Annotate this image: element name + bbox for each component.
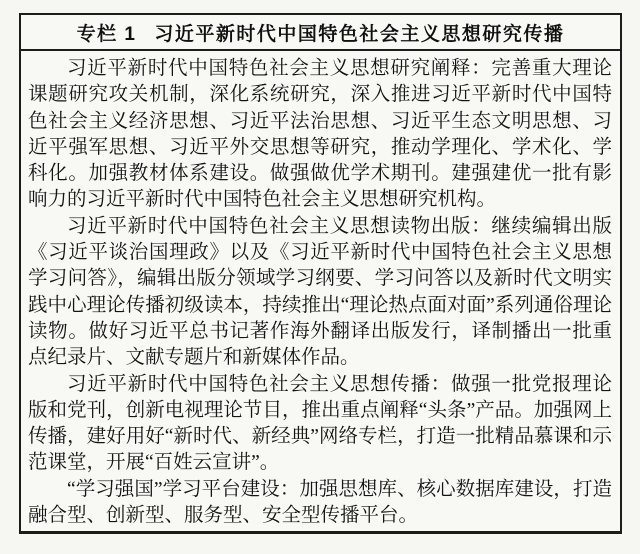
box-body [21,51,620,529]
paragraph-readings-publication: 习近平新时代中国特色社会主义思想读物出版：继续编辑出版《习近平谈治国理政》以及《习近平新时代中国特色社会主义思想学习问答》，编辑出版分领域学习纲要、学习问答以及新时代文明实践中心理论传播初级读本，持续推出“理论热点面对面”系列通俗理论读物。做好习近平总书记著作海外翻译出版发行，译制播出一批重点纪录片、文献专题片和新媒体作品。 [28,215,612,369]
box-header [21,15,620,51]
box-title: 习近平新时代中国特色社会主义思想研究传播 [154,23,565,45]
box-label: 专栏 1 [76,23,137,45]
paragraph-research-interpretation: 习近平新时代中国特色社会主义思想研究阐释：完善重大理论课题研究攻关机制，深化系统研究，深入推进习近平新时代中国特色社会主义经济思想、习近平法治思想、习近平生态文明思想、习近平强军思想、习近平外交思想等研究，推动学理化、学术化、学科化。加强教材体系建设。做强做优学术期刊。建强建优一批有影响力的习近平新时代中国特色社会主义思想研究机构。 [28,58,612,211]
paragraph-xuexi-qiangguo-platform: “学习强国”学习平台建设：加强思想库、核心数据库建设，打造融合型、创新型、服务型、安全型传播平台。 [28,478,612,527]
paragraph-thought-dissemination: 习近平新时代中国特色社会主义思想传播：做强一批党报理论版和党刊，创新电视理论节目，推出重点阐释“头条”产品。加强网上传播，建好用好“新时代、新经典”网络专栏，打造一批精品慕课和示范课堂，开展“百姓云宣讲”。 [28,373,612,474]
column-box [19,13,622,534]
